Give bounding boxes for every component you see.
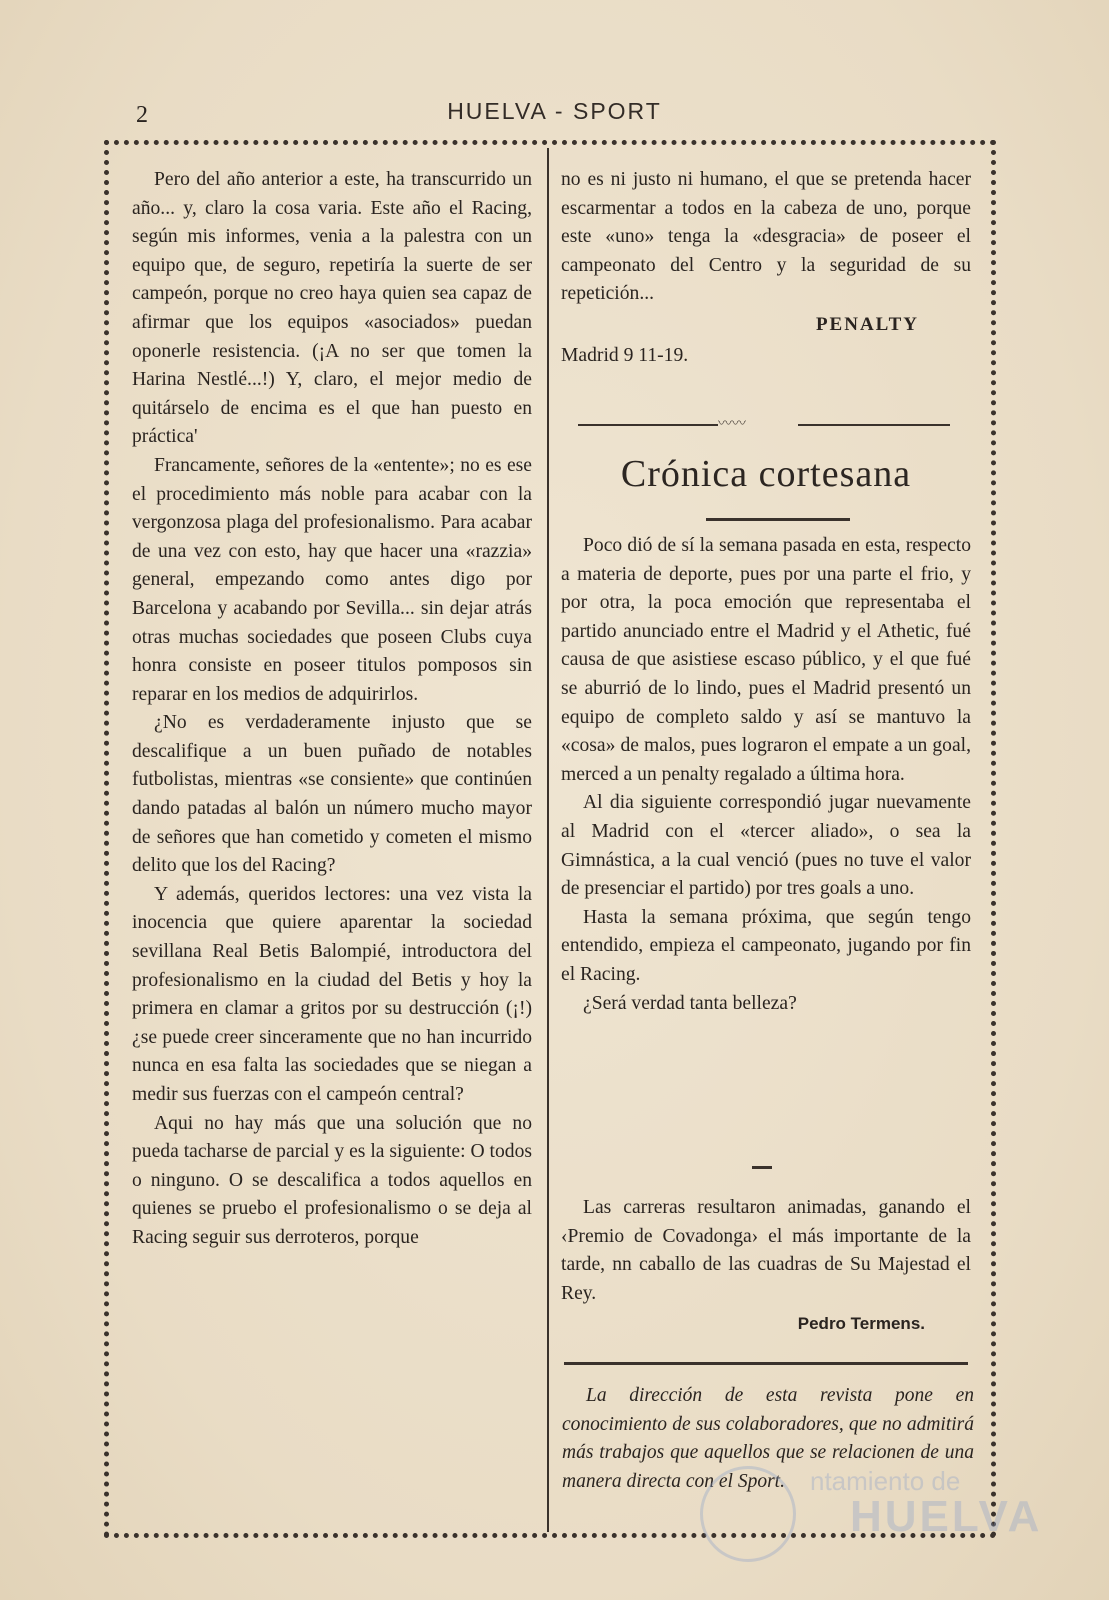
notice-text: La dirección de esta revista pone en conocimiento de sus colaboradores, que no admitirá más trabajos que aquellos que se relacionen de una manera directa con el Sport. — [562, 1385, 974, 1492]
article-signature: PENALTY — [815, 313, 919, 335]
article-paragraph: Pero del año anterior a este, ha transcurrido un año... y, claro la cosa varia. Este año el Racing, según mis informes, venia a la palestra con un equipo que, de seguro, repetiría la suerte de ser campeón, porque no creo haya quien sea capaz de afirmar que los equipos «asociados» puedan oponerle resistencia. (¡A no ser que tomen la Harina Nestlé...!) Y, claro, el mejor medio de quitárselo de encima es el que han puesto en práctica' — [132, 169, 532, 448]
right-column-continuation — [561, 166, 971, 370]
left-column — [132, 166, 532, 1253]
page-header — [0, 94, 1109, 134]
article-paragraph: Francamente, señores de la «entente»; no es ese el procedimiento más noble para acabar con la vergonzosa plaga del profesionalismo. Para acabar de una vez con esto, hay que hacer una «razzia» general, empezando como antes digo por Barcelona y acabando por Sevilla... sin dejar atrás otras muchas sociedades que poseen Clubs cuya honra consiste en poseer titulos pomposos sin reparar en los medios de adquirirlos. — [132, 454, 532, 705]
page-number: 2 — [136, 102, 148, 128]
chronicle-signature: Pedro Termens. — [797, 1314, 925, 1334]
chronicle-body — [561, 532, 971, 1018]
races-paragraph: Las carreras resultaron animadas, ganando el ‹Premio de Covadonga› el más importante de la tarde, nn caballo de las cuadras de Su Majestad el Rey. — [561, 1197, 971, 1304]
chronicle-paragraph: Al dia siguiente correspondió jugar nuevamente al Madrid con el «tercer aliado», o sea la Gimnástica, a la cual venció (pues no tuve el valor de presenciar el partido) por tres goals a uno. — [561, 792, 971, 900]
races-section — [561, 1194, 971, 1339]
section-rule-left — [578, 424, 718, 426]
chronicle-paragraph: Poco dió de sí la semana pasada en esta, respecto a materia de deporte, pues por una parte el frio, y por otra, la poca emoción que representaba el partido anunciado entre el Madrid y el Athetic, fué causa de que asistiese escaso público, y el que fué se aburrió de lo lindo, pues el Madrid presentó un equipo de completo saldo y así se mantuvo la «cosa» de malos, pues lograron el empate a un goal, merced a un penalty regalado a última hora. — [561, 535, 971, 785]
column-divider — [547, 148, 549, 1532]
separator-dash — [752, 1166, 772, 1169]
watermark-line-1: ntamiento de — [810, 1466, 961, 1496]
watermark-line-2: HUELVA — [850, 1492, 1043, 1541]
chronicle-paragraph: ¿Será verdad tanta belleza? — [583, 992, 797, 1014]
section-rule-right — [798, 424, 950, 426]
seal-icon — [700, 1466, 796, 1562]
notice-rule — [564, 1362, 968, 1365]
publication-title: HUELVA - SPORT — [447, 98, 662, 124]
article-paragraph: Y además, queridos lectores: una vez vista la inocencia que quiere aparentar la sociedad sevillana Real Betis Balompié, introductora del profesionalismo en la ciudad del Betis y hoy la primera en clamar a gritos por su destrucción (¡!) ¿se puede creer sinceramente que no han incurrido nunca en esa falta las sociedades que se niegan a medir sus fuerzas con el campeón central? — [132, 883, 532, 1105]
rule-ornament-icon: 〰〰 — [718, 415, 746, 431]
article-dateline: Madrid 9 11-19. — [561, 344, 689, 366]
chronicle-paragraph: Hasta la semana próxima, que según tengo entendido, empieza el campeonato, jugando por fin el Racing. — [561, 906, 971, 985]
section-title: Crónica cortesana — [620, 453, 912, 495]
title-underline — [706, 518, 850, 521]
article-paragraph: ¿No es verdaderamente injusto que se descalifique a un buen puñado de notables futbolistas, mientras «se consiente» que continúen dando patadas al balón un número mucho mayor de señores que han cometido y cometen el mismo delito que los del Racing? — [132, 712, 532, 877]
article-continuation: no es ni justo ni humano, el que se pretenda hacer escarmentar a todos en la cabeza de uno, porque este «uno» tenga la «desgracia» de poseer el campeonato del Centro y la seguridad de su repetición... — [561, 169, 971, 305]
article-paragraph: Aqui no hay más que una solución que no pueda tacharse de parcial y es la siguiente: O todos o ninguno. O se descalifica a todos aquellos en quienes se pruebo el profesionalismo o se deja al Racing seguir sus derroteros, porque — [132, 1112, 532, 1248]
archive-watermark — [700, 1466, 1043, 1566]
